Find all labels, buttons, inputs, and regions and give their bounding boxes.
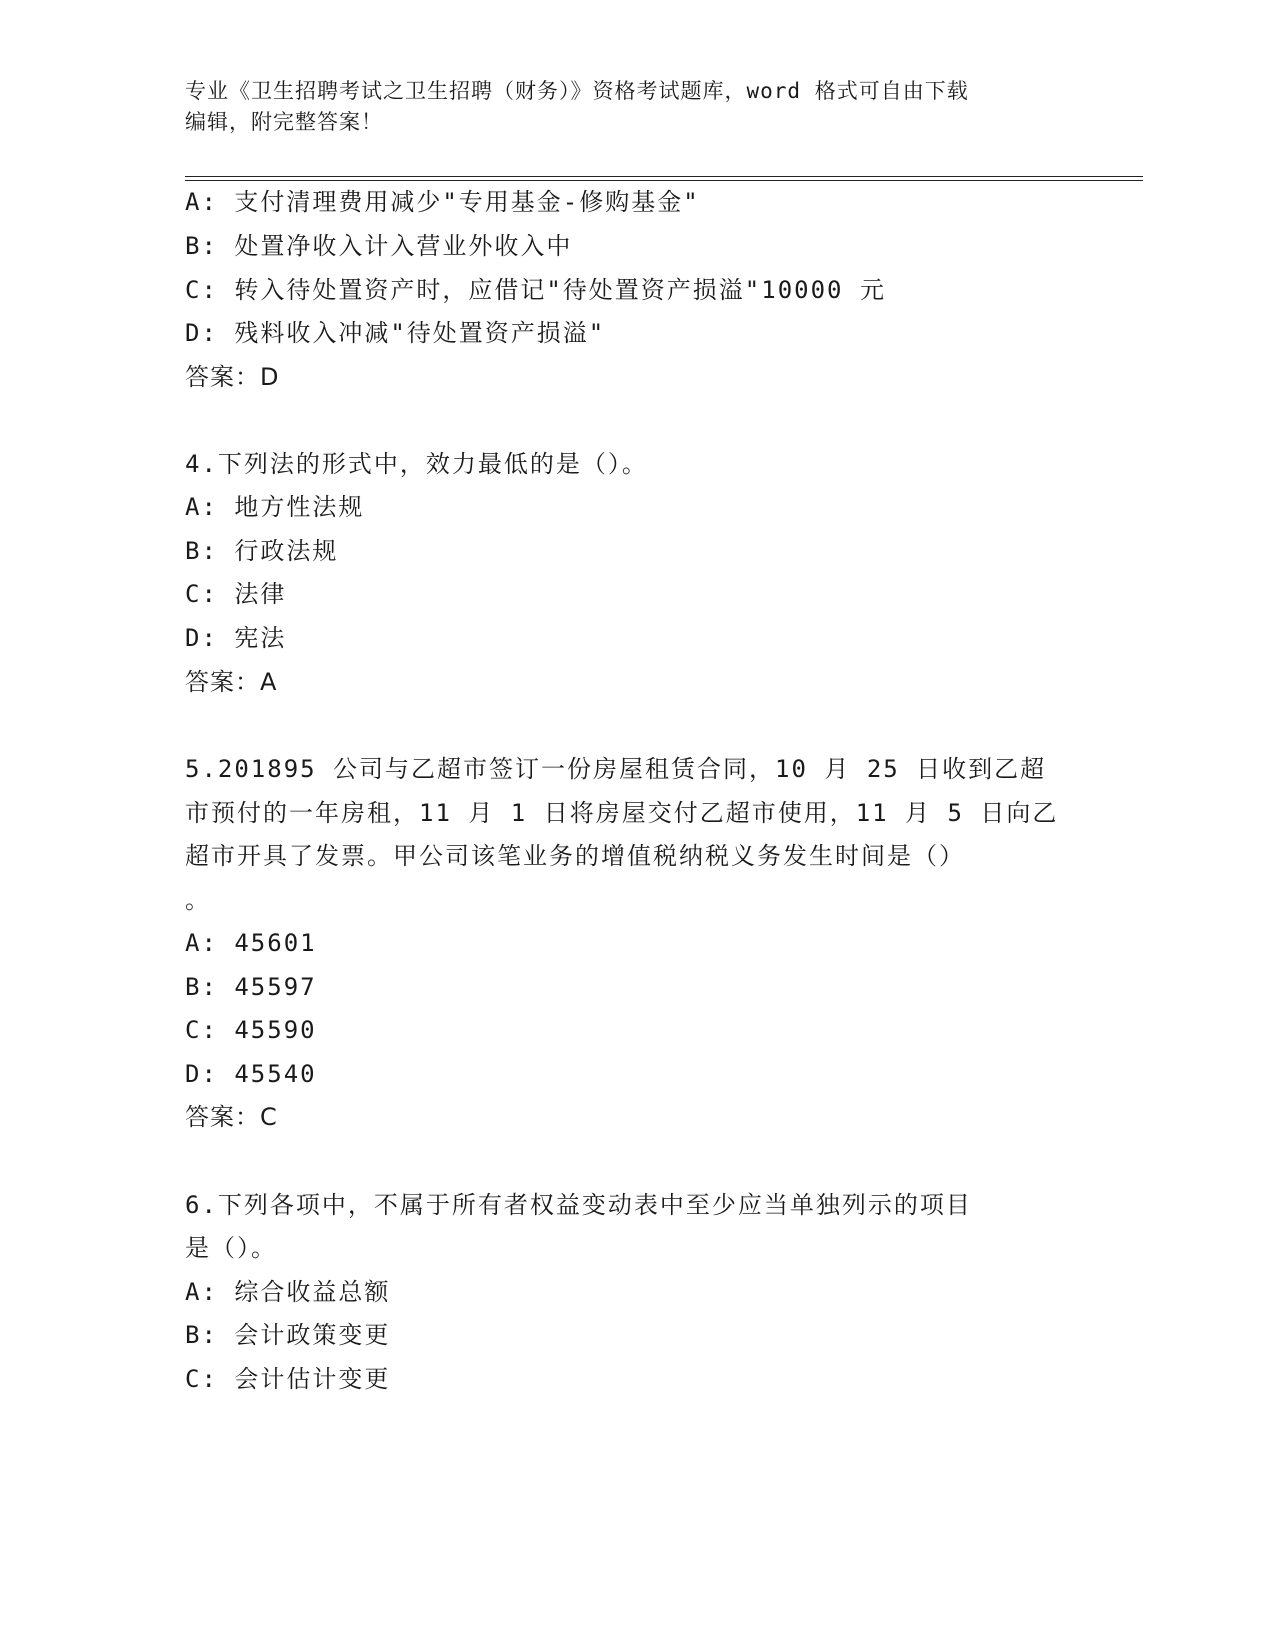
q5-answer: 答案：C	[185, 1103, 278, 1131]
header-line-2: 编辑，附完整答案！	[185, 110, 383, 134]
q3-option-d: D: 残料收入冲减"待处置资产损溢"	[185, 319, 606, 347]
q3-option-a: A: 支付清理费用减少"专用基金-修购基金"	[185, 188, 700, 216]
q5-option-d: D: 45540	[185, 1060, 317, 1088]
q5-stem-line-2: 市预付的一年房租，11 月 1 日将房屋交付乙超市使用，11 月 5 日向乙	[185, 799, 1059, 827]
header-line-1: 专业《卫生招聘考试之卫生招聘（财务）》资格考试题库，word 格式可自由下载	[185, 79, 969, 103]
q6-option-c: C: 会计估计变更	[185, 1365, 391, 1393]
header-divider	[185, 176, 1143, 181]
q4-stem: 4.下列法的形式中，效力最低的是（）。	[185, 450, 648, 478]
q3-answer: 答案：D	[185, 363, 280, 391]
q4-option-d: D: 宪法	[185, 624, 287, 652]
q3-option-b: B: 处置净收入计入营业外收入中	[185, 232, 573, 260]
q6-option-a: A: 综合收益总额	[185, 1278, 391, 1306]
q6-stem-line-1: 6.下列各项中，不属于所有者权益变动表中至少应当单独列示的项目	[185, 1191, 972, 1219]
q5-stem-line-1: 5.201895 公司与乙超市签订一份房屋租赁合同，10 月 25 日收到乙超	[185, 755, 1047, 783]
q4-option-c: C: 法律	[185, 580, 287, 608]
q5-stem-line-3: 超市开具了发票。甲公司该笔业务的增值税纳税义务发生时间是（）	[185, 842, 965, 870]
q3-option-c: C: 转入待处置资产时，应借记"待处置资产损溢"10000 元	[185, 276, 886, 304]
q6-stem-line-2: 是（）。	[185, 1234, 277, 1262]
document-header	[185, 76, 1085, 138]
q6-option-b: B: 会计政策变更	[185, 1321, 391, 1349]
q5-stem-line-4: 。	[185, 886, 211, 914]
q5-option-a: A: 45601	[185, 929, 317, 957]
q5-option-b: B: 45597	[185, 973, 317, 1001]
q5-option-c: C: 45590	[185, 1016, 317, 1044]
q4-answer: 答案：A	[185, 668, 278, 696]
q4-option-a: A: 地方性法规	[185, 493, 365, 521]
q4-option-b: B: 行政法规	[185, 537, 339, 565]
